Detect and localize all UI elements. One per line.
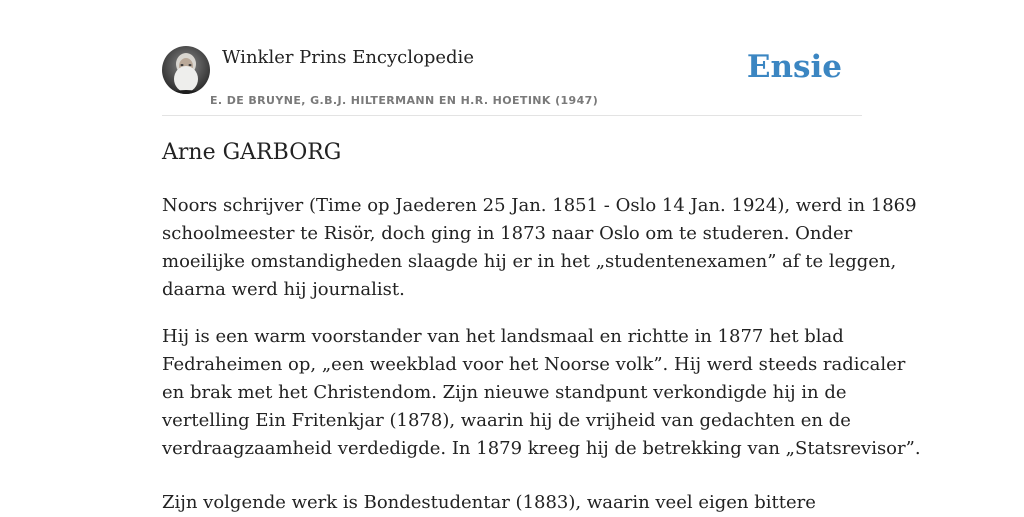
article-paragraph bbox=[162, 192, 917, 304]
paragraph-line: en brak met het Christendom. Zijn nieuwe standpunt verkondigde hij in de bbox=[162, 382, 847, 403]
article-body bbox=[162, 192, 921, 517]
paragraph-line: schoolmeester te Risör, doch ging in 1873 naar Oslo om te studeren. Onder bbox=[162, 223, 853, 244]
portrait-avatar-icon[interactable] bbox=[162, 46, 210, 94]
paragraph-line: moeilijke omstandigheden slaagde hij er in het „studentenexamen” af te leggen, bbox=[162, 251, 897, 272]
ensie-logo[interactable]: Ensie bbox=[746, 49, 842, 85]
article-paragraph bbox=[162, 489, 862, 517]
paragraph-line: verdraagzaamheid verdedigde. In 1879 kreeg hij de betrekking van „Statsrevisor”. bbox=[162, 438, 921, 459]
paragraph-line: vertelling Ein Fritenkjar (1878), waarin hij de vrijheid van gedachten en de bbox=[162, 410, 851, 431]
article-title: Arne GARBORG bbox=[162, 140, 342, 165]
paragraph-line: daarna werd hij journalist. bbox=[162, 279, 405, 300]
paragraph-line: Hij is een warm voorstander van het landsmaal en richtte in 1877 het blad bbox=[162, 326, 844, 347]
paragraph-line: Zijn volgende werk is Bondestudentar (1883), waarin veel eigen bittere bbox=[162, 492, 816, 513]
paragraph-line: Noors schrijver (Time op Jaederen 25 Jan. 1851 - Oslo 14 Jan. 1924), werd in 1869 bbox=[162, 195, 917, 216]
article-paragraph bbox=[162, 323, 921, 463]
paragraph-line: Fedraheimen op, „een weekblad voor het Noorse volk”. Hij werd steeds radicaler bbox=[162, 354, 906, 375]
source-authors: E. DE BRUYNE, G.B.J. HILTERMANN EN H.R. HOETINK (1947) bbox=[210, 94, 599, 107]
site-header bbox=[162, 44, 862, 116]
source-title[interactable]: Winkler Prins Encyclopedie bbox=[222, 47, 474, 68]
